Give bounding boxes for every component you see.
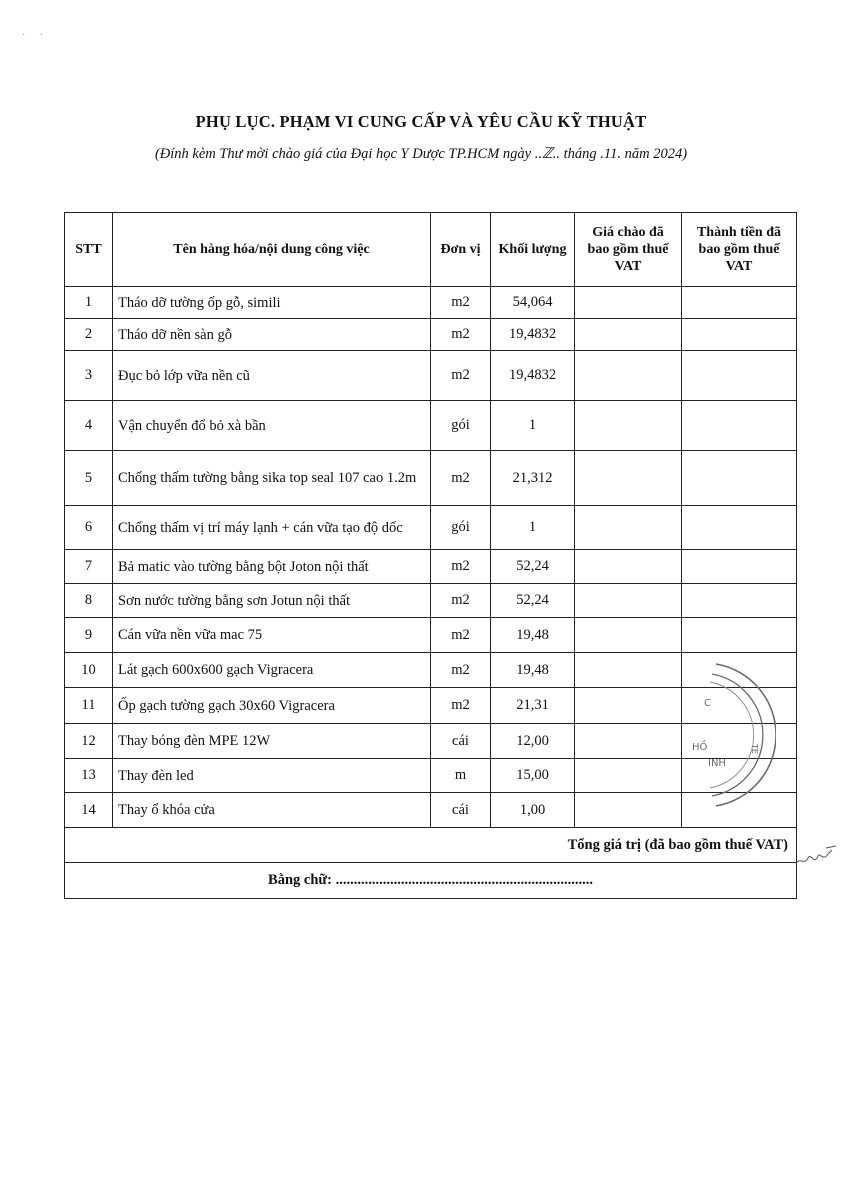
amount-in-words-label: Bằng chữ: ....................................................................... [65, 863, 797, 899]
row-stt: 13 [65, 759, 113, 793]
row-quantity: 54,064 [491, 287, 575, 319]
row-unit-price [575, 759, 682, 793]
row-unit: m2 [431, 550, 491, 584]
amount-in-words-row [65, 863, 797, 899]
table-row [65, 618, 797, 653]
table-row [65, 287, 797, 319]
row-stt: 12 [65, 724, 113, 759]
row-stt: 9 [65, 618, 113, 653]
row-item-name: Thay bóng đèn MPE 12W [113, 724, 431, 759]
row-unit: gói [431, 506, 491, 550]
row-stt: 2 [65, 319, 113, 351]
row-quantity: 21,312 [491, 451, 575, 506]
row-amount [682, 319, 797, 351]
row-quantity: 19,4832 [491, 319, 575, 351]
row-item-name: Đục bỏ lớp vữa nền cũ [113, 351, 431, 401]
row-unit: m2 [431, 451, 491, 506]
row-amount [682, 584, 797, 618]
stamp-outer-ring [716, 664, 776, 806]
row-unit-price [575, 401, 682, 451]
table-row [65, 584, 797, 618]
col-header-amount: Thành tiền đã bao gồm thuế VAT [682, 213, 797, 287]
row-item-name: Cán vữa nền vữa mac 75 [113, 618, 431, 653]
row-unit-price [575, 793, 682, 828]
row-unit-price [575, 688, 682, 724]
row-unit: cái [431, 724, 491, 759]
page-subtitle: (Đính kèm Thư mời chào giá của Đại học Y Dược TP.HCM ngày ..ℤ.. tháng .11. năm 2024) [154, 146, 688, 162]
row-item-name: Tháo dỡ tường ốp gỗ, simili [113, 287, 431, 319]
row-stt: 7 [65, 550, 113, 584]
table-row [65, 451, 797, 506]
row-item-name: Chống thấm tường bằng sika top seal 107 cao 1.2m [113, 451, 431, 506]
row-stt: 8 [65, 584, 113, 618]
row-amount [682, 287, 797, 319]
row-amount [682, 506, 797, 550]
signature-initials [792, 836, 838, 874]
row-quantity: 1,00 [491, 793, 575, 828]
table-row [65, 351, 797, 401]
row-unit: m2 [431, 319, 491, 351]
row-unit-price [575, 451, 682, 506]
stamp-text-4: TE [750, 744, 759, 754]
col-header-name: Tên hàng hóa/nội dung công việc [113, 213, 431, 287]
row-quantity: 52,24 [491, 550, 575, 584]
row-item-name: Chống thấm vị trí máy lạnh + cán vữa tạo độ dốc [113, 506, 431, 550]
row-item-name: Thay ổ khóa cửa [113, 793, 431, 828]
row-quantity: 21,31 [491, 688, 575, 724]
stamp-core-ring [710, 682, 754, 788]
row-stt: 6 [65, 506, 113, 550]
total-row [65, 828, 797, 863]
table-row [65, 506, 797, 550]
row-unit-price [575, 724, 682, 759]
row-unit: m2 [431, 618, 491, 653]
row-quantity: 15,00 [491, 759, 575, 793]
row-item-name: Ốp gạch tường gạch 30x60 Vigracera [113, 688, 431, 724]
row-unit-price [575, 319, 682, 351]
row-quantity: 1 [491, 506, 575, 550]
row-unit: m2 [431, 653, 491, 688]
total-label: Tổng giá trị (đã bao gồm thuế VAT) [65, 828, 797, 863]
row-item-name: Vận chuyển đổ bỏ xà bần [113, 401, 431, 451]
table-row [65, 319, 797, 351]
row-unit: gói [431, 401, 491, 451]
stamp-text-1: C [704, 698, 711, 709]
row-unit: m2 [431, 287, 491, 319]
row-unit-price [575, 653, 682, 688]
row-unit-price [575, 584, 682, 618]
row-item-name: Bả matic vào tường bằng bột Joton nội thất [113, 550, 431, 584]
row-quantity: 1 [491, 401, 575, 451]
row-stt: 5 [65, 451, 113, 506]
row-stt: 10 [65, 653, 113, 688]
table-row [65, 550, 797, 584]
row-unit-price [575, 287, 682, 319]
row-quantity: 19,48 [491, 618, 575, 653]
official-stamp [672, 660, 776, 810]
row-amount [682, 618, 797, 653]
row-amount [682, 401, 797, 451]
row-unit: m [431, 759, 491, 793]
row-unit: m2 [431, 584, 491, 618]
row-stt: 14 [65, 793, 113, 828]
stamp-text-3: INH [708, 758, 726, 769]
row-item-name: Sơn nước tường bằng sơn Jotun nội thất [113, 584, 431, 618]
row-item-name: Lát gạch 600x600 gạch Vigracera [113, 653, 431, 688]
row-quantity: 19,48 [491, 653, 575, 688]
row-unit: cái [431, 793, 491, 828]
row-quantity: 52,24 [491, 584, 575, 618]
row-unit-price [575, 506, 682, 550]
table-row [65, 401, 797, 451]
stamp-inner-ring [712, 674, 763, 796]
row-unit-price [575, 618, 682, 653]
row-unit: m2 [431, 688, 491, 724]
row-stt: 4 [65, 401, 113, 451]
col-header-unit: Đơn vị [431, 213, 491, 287]
page-title: PHỤ LỤC. PHẠM VI CUNG CẤP VÀ YÊU CẦU KỸ THUẬT [195, 112, 647, 131]
row-stt: 3 [65, 351, 113, 401]
row-amount [682, 351, 797, 401]
stamp-text-2: HỒ [692, 742, 708, 753]
row-quantity: 12,00 [491, 724, 575, 759]
signature-stroke [796, 846, 836, 864]
row-stt: 11 [65, 688, 113, 724]
col-header-price: Giá chào đã bao gồm thuế VAT [575, 213, 682, 287]
scan-specks: · · [22, 30, 50, 41]
row-unit-price [575, 351, 682, 401]
row-quantity: 19,4832 [491, 351, 575, 401]
row-amount [682, 451, 797, 506]
col-header-qty: Khối lượng [491, 213, 575, 287]
row-item-name: Thay đèn led [113, 759, 431, 793]
row-unit-price [575, 550, 682, 584]
row-unit: m2 [431, 351, 491, 401]
table-header-row [65, 213, 797, 287]
row-item-name: Tháo dỡ nền sàn gỗ [113, 319, 431, 351]
row-amount [682, 550, 797, 584]
col-header-stt: STT [65, 213, 113, 287]
row-stt: 1 [65, 287, 113, 319]
